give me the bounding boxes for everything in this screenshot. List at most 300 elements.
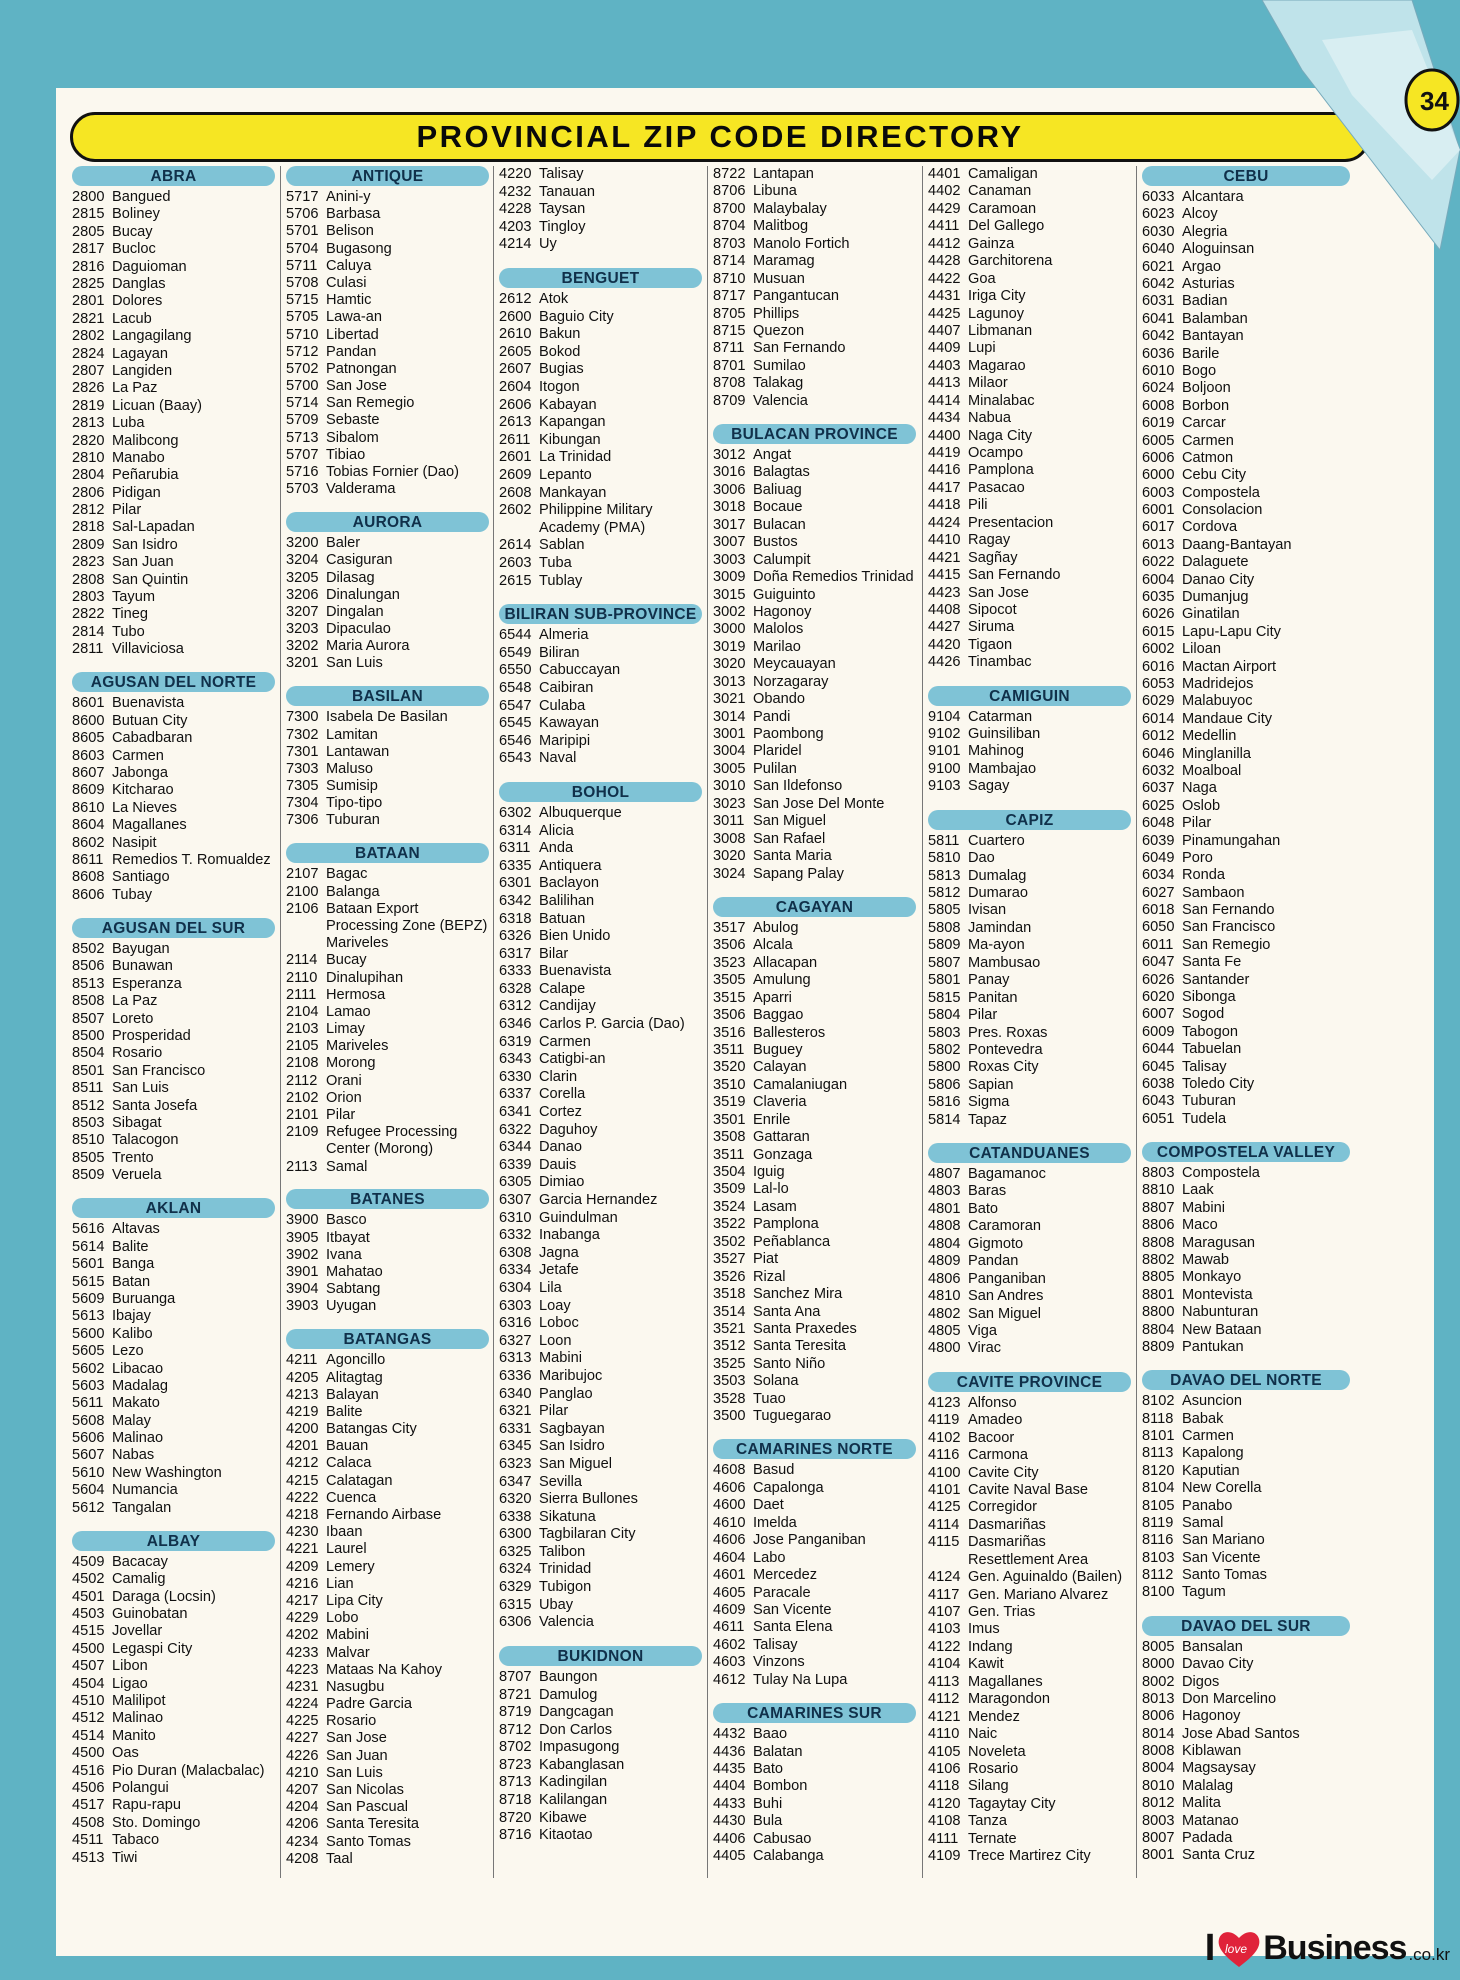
municipality-name: Tublay bbox=[539, 572, 583, 589]
zip-code: 2613 bbox=[499, 414, 532, 431]
municipality-name: Atok bbox=[539, 291, 569, 308]
zip-entry bbox=[1142, 1287, 1352, 1304]
zip-entry bbox=[713, 375, 918, 392]
zip-code: 5600 bbox=[72, 1325, 105, 1342]
zip-entry bbox=[928, 1674, 1133, 1691]
zip-code: 4117 bbox=[928, 1586, 960, 1603]
zip-code: 6328 bbox=[499, 980, 532, 997]
municipality-name: Libacao bbox=[112, 1360, 164, 1377]
zip-code: 4608 bbox=[713, 1462, 746, 1479]
zip-code: 2813 bbox=[72, 415, 105, 432]
municipality-name: Tagaytay City bbox=[968, 1795, 1056, 1812]
zip-entry bbox=[286, 241, 491, 258]
zip-entry bbox=[286, 727, 491, 744]
municipality-name: Tudela bbox=[1182, 1110, 1227, 1127]
zip-code: 3205 bbox=[286, 569, 319, 586]
municipality-name: Loboc bbox=[539, 1315, 579, 1332]
zip-entry bbox=[499, 1227, 704, 1245]
municipality-name: Gen. Mariano Alvarez bbox=[968, 1586, 1109, 1603]
zip-code: 6044 bbox=[1142, 1041, 1175, 1058]
zip-code: 4218 bbox=[286, 1507, 319, 1524]
municipality-name: Tibiao bbox=[326, 446, 366, 463]
zip-code: 4807 bbox=[928, 1166, 961, 1183]
zip-code: 8707 bbox=[499, 1668, 532, 1685]
zip-code: 2602 bbox=[499, 502, 532, 519]
municipality-name: Lasam bbox=[753, 1198, 797, 1215]
zip-code: 2810 bbox=[72, 449, 105, 466]
zip-entry bbox=[499, 414, 704, 432]
municipality-name: Carmen bbox=[112, 747, 164, 764]
zip-code: 2111 bbox=[286, 986, 317, 1003]
zip-code: 8605 bbox=[72, 730, 105, 747]
municipality-name: Sebaste bbox=[326, 412, 380, 429]
zip-entry bbox=[713, 639, 918, 656]
zip-code: 5607 bbox=[72, 1447, 105, 1464]
zip-code: 3006 bbox=[713, 481, 746, 498]
zip-entry bbox=[499, 201, 704, 219]
municipality-name: Allacapan bbox=[753, 954, 818, 971]
zip-code: 4605 bbox=[713, 1584, 746, 1601]
zip-code: 6346 bbox=[499, 1016, 532, 1033]
zip-entry bbox=[72, 1710, 277, 1727]
zip-code: 6312 bbox=[499, 998, 532, 1015]
zip-entry bbox=[713, 1356, 918, 1373]
zip-code: 3018 bbox=[713, 499, 746, 516]
zip-entry bbox=[499, 1262, 704, 1280]
zip-code: 6318 bbox=[499, 910, 532, 927]
zip-entry bbox=[499, 963, 704, 981]
municipality-name: Barile bbox=[1182, 345, 1220, 362]
municipality-name: Daguioman bbox=[112, 258, 187, 275]
municipality-name: Tigaon bbox=[968, 636, 1013, 653]
zip-code: 4233 bbox=[286, 1644, 319, 1661]
zip-entry bbox=[1142, 589, 1352, 606]
zip-code: 6040 bbox=[1142, 241, 1175, 258]
zip-code: 4228 bbox=[499, 201, 532, 218]
municipality-name: Sal-Lapadan bbox=[112, 519, 195, 536]
zip-code: 4418 bbox=[928, 497, 961, 514]
municipality-name: Loreto bbox=[112, 1010, 154, 1027]
municipality-name: Barbasa bbox=[326, 206, 381, 223]
municipality-name: San Jose bbox=[326, 1730, 387, 1747]
zip-entry bbox=[286, 344, 491, 361]
municipality-name: Bataan Export Processing Zone (BEPZ) Mariveles bbox=[326, 900, 488, 952]
municipality-name: Mabini bbox=[326, 1627, 369, 1644]
zip-code: 6345 bbox=[499, 1438, 532, 1455]
zip-code: 4606 bbox=[713, 1479, 746, 1496]
province-section bbox=[286, 512, 491, 673]
zip-code: 4110 bbox=[928, 1726, 960, 1743]
municipality-name: Guinobatan bbox=[112, 1606, 188, 1623]
zip-entry bbox=[928, 1587, 1133, 1604]
zip-code: 7305 bbox=[286, 778, 319, 795]
province-section bbox=[499, 782, 704, 1632]
municipality-name: Malvar bbox=[326, 1644, 370, 1661]
zip-code: 2609 bbox=[499, 466, 532, 483]
zip-code: 4200 bbox=[286, 1421, 319, 1438]
zip-code: 4600 bbox=[713, 1497, 746, 1514]
zip-code: 6300 bbox=[499, 1526, 532, 1543]
zip-entry bbox=[499, 291, 704, 309]
municipality-name: Peñablanca bbox=[753, 1233, 831, 1250]
zip-code: 8610 bbox=[72, 799, 105, 816]
zip-entry bbox=[499, 219, 704, 237]
municipality-name: Loay bbox=[539, 1297, 571, 1314]
zip-code: 8804 bbox=[1142, 1321, 1175, 1338]
municipality-name: Philippine Military Academy (PMA) bbox=[539, 502, 653, 536]
zip-code: 3200 bbox=[286, 535, 319, 552]
zip-code: 8000 bbox=[1142, 1656, 1175, 1673]
zip-entry bbox=[499, 1561, 704, 1579]
municipality-name: Capalonga bbox=[753, 1479, 824, 1496]
zip-code: 9104 bbox=[928, 708, 961, 725]
municipality-name: Alegria bbox=[1182, 223, 1228, 240]
zip-entry bbox=[713, 1744, 918, 1761]
zip-entry bbox=[1142, 641, 1352, 658]
zip-entry bbox=[499, 1474, 704, 1492]
zip-entry bbox=[286, 1124, 491, 1158]
zip-entry bbox=[499, 1810, 704, 1828]
zip-entry bbox=[1142, 502, 1352, 519]
zip-code: 6307 bbox=[499, 1192, 532, 1209]
zip-code: 2103 bbox=[286, 1021, 319, 1038]
zip-code: 2603 bbox=[499, 554, 532, 571]
zip-entry bbox=[1142, 606, 1352, 623]
municipality-name: Buruanga bbox=[112, 1290, 176, 1307]
municipality-name: Ballesteros bbox=[753, 1024, 826, 1041]
zip-code: 6544 bbox=[499, 627, 532, 644]
zip-entry bbox=[928, 1323, 1133, 1340]
directory-column bbox=[928, 166, 1133, 1879]
municipality-name: Tabuelan bbox=[1182, 1041, 1242, 1058]
zip-entry bbox=[286, 1298, 491, 1315]
zip-entry bbox=[499, 1104, 704, 1122]
municipality-name: Aparri bbox=[753, 989, 792, 1006]
zip-code: 4507 bbox=[72, 1658, 105, 1675]
municipality-name: Malolos bbox=[753, 621, 804, 638]
zip-code: 6035 bbox=[1142, 589, 1175, 606]
municipality-name: Plaridel bbox=[753, 743, 802, 760]
zip-code: 4414 bbox=[928, 392, 961, 409]
zip-entry bbox=[928, 1744, 1133, 1761]
zip-code: 3504 bbox=[713, 1164, 746, 1180]
municipality-name: Magallanes bbox=[968, 1673, 1043, 1690]
zip-entry bbox=[1142, 1463, 1352, 1480]
municipality-name: Belison bbox=[326, 223, 374, 240]
zip-entry bbox=[286, 1713, 491, 1730]
zip-code: 5613 bbox=[72, 1308, 105, 1325]
zip-code: 6033 bbox=[1142, 189, 1175, 206]
zip-code: 8003 bbox=[1142, 1812, 1175, 1829]
municipality-name: Matanao bbox=[1182, 1812, 1239, 1829]
zip-code: 8810 bbox=[1142, 1182, 1175, 1199]
municipality-name: Cortez bbox=[539, 1104, 582, 1121]
zip-entry bbox=[713, 1338, 918, 1355]
zip-code: 6014 bbox=[1142, 710, 1175, 727]
zip-code: 4205 bbox=[286, 1369, 319, 1386]
municipality-name: Anda bbox=[539, 840, 574, 857]
zip-entry bbox=[72, 1343, 277, 1360]
municipality-name: Caramoran bbox=[968, 1218, 1041, 1235]
municipality-name: Uyugan bbox=[326, 1298, 377, 1315]
zip-code: 3525 bbox=[713, 1355, 746, 1372]
municipality-name: Cavite Naval Base bbox=[968, 1481, 1089, 1498]
zip-entry bbox=[499, 1403, 704, 1421]
municipality-name: Baguio City bbox=[539, 308, 614, 325]
zip-entry bbox=[72, 293, 277, 310]
zip-entry bbox=[72, 1011, 277, 1028]
municipality-name: Moalboal bbox=[1182, 762, 1242, 779]
zip-entry bbox=[286, 1782, 491, 1799]
zip-entry bbox=[72, 1256, 277, 1273]
zip-entry bbox=[286, 552, 491, 569]
zip-entry bbox=[499, 1421, 704, 1439]
zip-entry bbox=[1142, 1656, 1352, 1673]
zip-code: 3024 bbox=[713, 865, 746, 882]
municipality-name: Malitbog bbox=[753, 218, 809, 235]
zip-code: 3012 bbox=[713, 447, 746, 464]
municipality-name: Tubay bbox=[112, 886, 153, 903]
zip-entry bbox=[928, 1534, 1133, 1569]
municipality-name: Antiquera bbox=[539, 857, 602, 874]
zip-code: 5713 bbox=[286, 429, 319, 446]
zip-code: 2109 bbox=[286, 1124, 319, 1141]
municipality-name: Bauan bbox=[326, 1438, 369, 1455]
zip-entry bbox=[713, 972, 918, 989]
zip-code: 3001 bbox=[713, 726, 746, 743]
zip-code: 8116 bbox=[1142, 1532, 1174, 1549]
zip-code: 2108 bbox=[286, 1055, 319, 1072]
municipality-name: Manito bbox=[112, 1727, 156, 1744]
zip-code: 8711 bbox=[713, 340, 745, 357]
municipality-name: Meycauayan bbox=[753, 656, 836, 673]
zip-code: 6006 bbox=[1142, 449, 1175, 466]
municipality-name: Gen. Aguinaldo (Bailen) bbox=[968, 1569, 1123, 1586]
zip-code: 6008 bbox=[1142, 397, 1175, 414]
zip-code: 6042 bbox=[1142, 328, 1175, 345]
zip-entry bbox=[1142, 1393, 1352, 1410]
zip-code: 3501 bbox=[713, 1111, 746, 1128]
municipality-name: Balagtas bbox=[753, 464, 810, 481]
municipality-name: San Isidro bbox=[539, 1438, 605, 1455]
zip-code: 3903 bbox=[286, 1298, 319, 1315]
zip-entry bbox=[72, 502, 277, 519]
municipality-name: Dangcagan bbox=[539, 1704, 614, 1721]
municipality-name: Baliuag bbox=[753, 481, 802, 498]
zip-entry bbox=[286, 1507, 491, 1524]
municipality-name: Baclayon bbox=[539, 875, 600, 892]
zip-entry bbox=[72, 1221, 277, 1238]
municipality-name: Panglao bbox=[539, 1385, 593, 1402]
province-section bbox=[713, 166, 918, 410]
zip-entry bbox=[1142, 1006, 1352, 1023]
zip-entry bbox=[1142, 728, 1352, 745]
municipality-name: Polangui bbox=[112, 1779, 169, 1796]
province-header: CAVITE PROVINCE bbox=[928, 1372, 1131, 1392]
municipality-name: Alitagtag bbox=[326, 1369, 383, 1386]
municipality-name: Rizal bbox=[753, 1268, 786, 1285]
zip-entry bbox=[713, 1077, 918, 1094]
municipality-name: Kawayan bbox=[539, 715, 600, 732]
zip-code: 4234 bbox=[286, 1833, 319, 1850]
zip-entry bbox=[499, 1139, 704, 1157]
municipality-name: Rosario bbox=[326, 1713, 377, 1730]
municipality-name: Jamindan bbox=[968, 919, 1032, 936]
zip-entry bbox=[499, 1544, 704, 1562]
municipality-name: Cordova bbox=[1182, 519, 1238, 536]
zip-code: 2604 bbox=[499, 378, 532, 395]
zip-code: 4232 bbox=[499, 183, 532, 200]
municipality-name: Itogon bbox=[539, 378, 580, 395]
municipality-name: Alicia bbox=[539, 822, 574, 839]
zip-code: 3506 bbox=[713, 937, 746, 954]
zip-entry bbox=[72, 1850, 277, 1867]
zip-code: 6053 bbox=[1142, 675, 1175, 692]
zip-entry bbox=[286, 795, 491, 812]
municipality-name: Compostela bbox=[1182, 1165, 1260, 1182]
zip-code: 5612 bbox=[72, 1499, 105, 1516]
municipality-name: San Miguel bbox=[968, 1305, 1042, 1322]
municipality-name: Pilar bbox=[968, 1007, 998, 1024]
province-section bbox=[713, 424, 918, 883]
province-section bbox=[72, 1531, 277, 1867]
zip-code: 4106 bbox=[928, 1760, 961, 1777]
municipality-name: Gattaran bbox=[753, 1129, 810, 1146]
zip-entry bbox=[713, 1269, 918, 1286]
zip-entry bbox=[928, 1059, 1133, 1076]
municipality-name: Madalag bbox=[112, 1377, 168, 1394]
municipality-name: Bombon bbox=[753, 1778, 808, 1795]
municipality-name: Mabini bbox=[539, 1350, 582, 1367]
zip-code: 4421 bbox=[928, 549, 961, 566]
zip-entry bbox=[713, 813, 918, 830]
zip-entry bbox=[286, 655, 491, 672]
zip-code: 6305 bbox=[499, 1174, 532, 1191]
zip-code: 7304 bbox=[286, 795, 319, 812]
municipality-name: Nabua bbox=[968, 410, 1012, 427]
municipality-name: Bilar bbox=[539, 945, 569, 962]
municipality-name: San Andres bbox=[968, 1288, 1044, 1305]
zip-entry bbox=[928, 1306, 1133, 1323]
zip-entry bbox=[713, 1602, 918, 1619]
zip-entry bbox=[1142, 937, 1352, 954]
municipality-name: Oas bbox=[112, 1745, 139, 1762]
municipality-name: Kiblawan bbox=[1182, 1743, 1242, 1760]
zip-entry bbox=[499, 627, 704, 645]
municipality-name: Mambajao bbox=[968, 760, 1037, 777]
zip-code: 3522 bbox=[713, 1216, 746, 1233]
municipality-name: Talisay bbox=[1182, 1058, 1227, 1075]
zip-code: 6005 bbox=[1142, 432, 1175, 449]
municipality-name: Mankayan bbox=[539, 484, 607, 501]
zip-code: 5602 bbox=[72, 1360, 105, 1377]
province-section bbox=[72, 672, 277, 904]
zip-entry bbox=[713, 761, 918, 778]
zip-entry bbox=[72, 1763, 277, 1780]
zip-code: 6012 bbox=[1142, 728, 1175, 745]
zip-entry bbox=[1142, 693, 1352, 710]
municipality-name: Kibungan bbox=[539, 431, 601, 448]
zip-entry bbox=[1142, 1059, 1352, 1076]
zip-entry bbox=[286, 378, 491, 395]
province-section bbox=[1142, 1142, 1352, 1356]
zip-entry bbox=[928, 1709, 1133, 1726]
zip-code: 8014 bbox=[1142, 1725, 1175, 1742]
municipality-name: Minglanilla bbox=[1182, 745, 1251, 762]
zip-code: 6325 bbox=[499, 1543, 532, 1560]
municipality-name: Altavas bbox=[112, 1221, 160, 1238]
zip-code: 3904 bbox=[286, 1281, 319, 1298]
zip-code: 6543 bbox=[499, 750, 532, 767]
municipality-name: Taal bbox=[326, 1850, 353, 1867]
municipality-name: Imelda bbox=[753, 1514, 797, 1531]
zip-code: 6316 bbox=[499, 1315, 532, 1332]
municipality-name: Rapu-rapu bbox=[112, 1797, 181, 1814]
municipality-name: Dinalupihan bbox=[326, 969, 404, 986]
zip-code: 5801 bbox=[928, 972, 961, 989]
municipality-name: Sagñay bbox=[968, 549, 1018, 566]
municipality-name: Camalig bbox=[112, 1571, 166, 1588]
zip-code: 4208 bbox=[286, 1850, 319, 1867]
zip-code: 4805 bbox=[928, 1322, 961, 1339]
province-section bbox=[499, 268, 704, 590]
zip-entry bbox=[72, 1413, 277, 1430]
zip-code: 7300 bbox=[286, 709, 319, 726]
zip-code: 6004 bbox=[1142, 571, 1175, 588]
municipality-name: Calabanga bbox=[753, 1848, 824, 1865]
zip-code: 4201 bbox=[286, 1438, 319, 1455]
municipality-name: Naga bbox=[1182, 780, 1217, 797]
zip-entry bbox=[499, 750, 704, 768]
zip-entry bbox=[1142, 1795, 1352, 1812]
zip-entry bbox=[499, 823, 704, 841]
zip-code: 4402 bbox=[928, 183, 961, 200]
municipality-name: Lacub bbox=[112, 310, 152, 327]
municipality-name: Libon bbox=[112, 1658, 148, 1675]
zip-code: 3020 bbox=[713, 848, 746, 865]
municipality-name: Lezo bbox=[112, 1343, 144, 1360]
zip-code: 6339 bbox=[499, 1156, 532, 1173]
zip-entry bbox=[1142, 919, 1352, 936]
municipality-name: Ronda bbox=[1182, 867, 1226, 884]
zip-entry bbox=[286, 1730, 491, 1747]
municipality-name: Lamitan bbox=[326, 726, 378, 743]
zip-code: 4223 bbox=[286, 1661, 319, 1678]
municipality-name: Caibiran bbox=[539, 679, 594, 696]
zip-entry bbox=[72, 852, 277, 869]
zip-code: 6037 bbox=[1142, 780, 1175, 797]
municipality-name: Liloan bbox=[1182, 641, 1221, 658]
zip-code: 9101 bbox=[928, 743, 961, 760]
zip-code: 6549 bbox=[499, 644, 532, 661]
zip-entry bbox=[928, 743, 1133, 760]
municipality-name: Clarin bbox=[539, 1068, 578, 1085]
zip-entry bbox=[713, 604, 918, 621]
zip-entry bbox=[1142, 1076, 1352, 1093]
zip-code: 8607 bbox=[72, 765, 105, 782]
zip-code: 3519 bbox=[713, 1094, 746, 1111]
zip-code: 4226 bbox=[286, 1747, 319, 1764]
municipality-name: Buenavista bbox=[112, 695, 185, 712]
zip-code: 2812 bbox=[72, 502, 105, 519]
zip-code: 2805 bbox=[72, 223, 105, 240]
zip-code: 4213 bbox=[286, 1386, 319, 1403]
municipality-name: Lepanto bbox=[539, 466, 592, 483]
zip-code: 5608 bbox=[72, 1412, 105, 1429]
zip-entry bbox=[499, 1122, 704, 1140]
municipality-name: Lagunoy bbox=[968, 305, 1024, 322]
province-section bbox=[1142, 166, 1352, 1128]
